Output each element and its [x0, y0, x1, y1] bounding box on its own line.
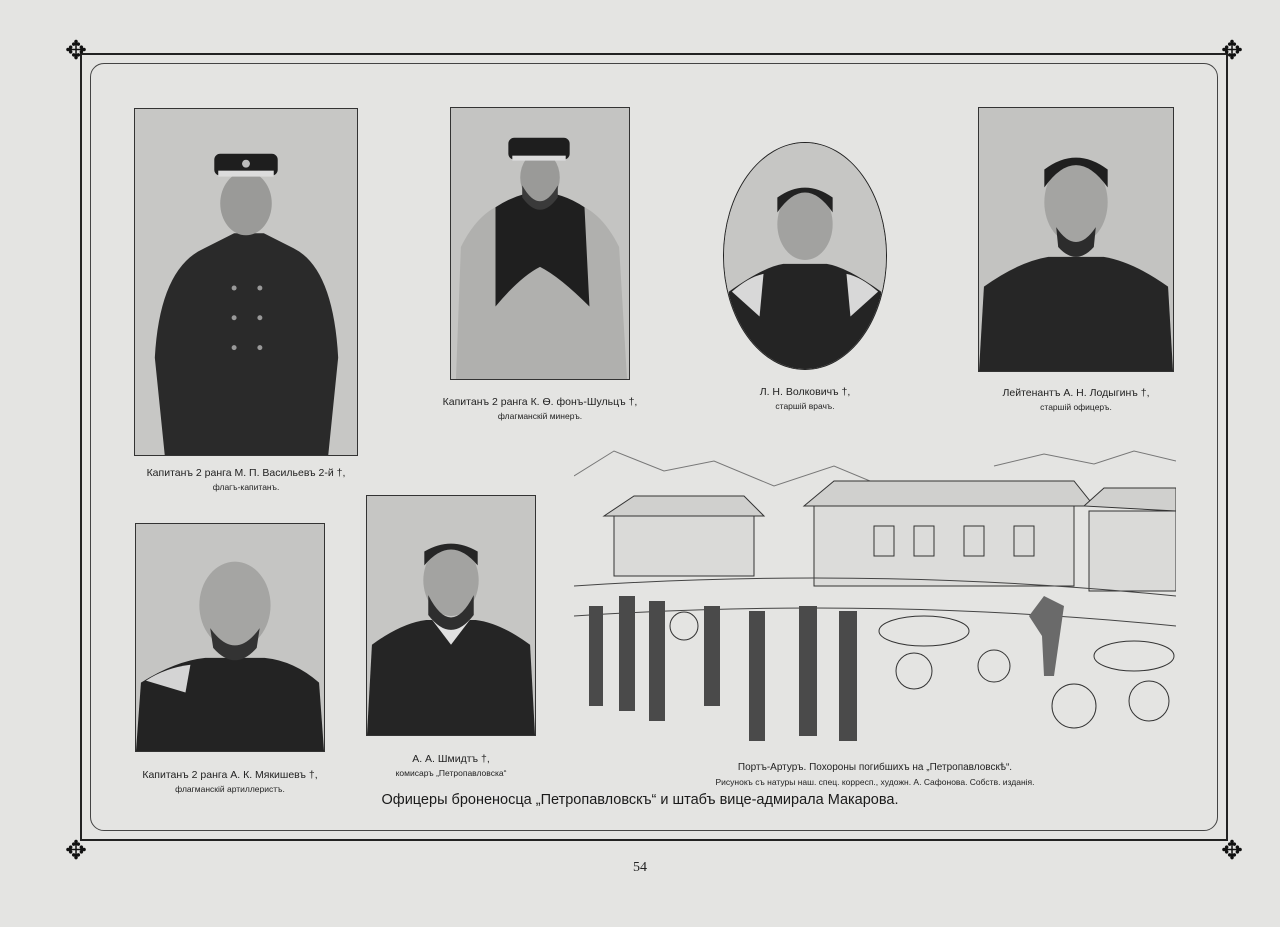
caption-shults-role: флагманскій минеръ. [497, 411, 583, 421]
caption-shmidt [341, 752, 561, 780]
caption-myakishev-role: флагманскій артиллеристъ. [175, 784, 285, 794]
caption-lodygin [966, 386, 1186, 414]
caption-vasiliev-role: флагъ-капитанъ. [212, 482, 280, 492]
caption-funeral-credit: Рисунокъ съ натуры наш. спец. корресп., художн. А. Сафонова. Собств. изданія. [715, 777, 1035, 787]
portrait-volkovich [723, 142, 887, 370]
corner-ornament-icon: ✥ [1221, 36, 1243, 65]
portrait-lodygin [978, 107, 1174, 372]
funeral-illustration [574, 446, 1176, 760]
caption-lodygin-role: старшій офицеръ. [1040, 402, 1112, 412]
caption-shmidt-name: А. А. Шмидтъ †, [412, 753, 490, 765]
caption-shults-name: Капитанъ 2 ранга К. Ѳ. фонъ-Шульцъ †, [442, 396, 638, 408]
corner-ornament-icon: ✥ [1221, 836, 1243, 865]
caption-funeral-title: Портъ-Артуръ. Похороны погибшихъ на „Петропавловскѣ“. [737, 762, 1013, 773]
corner-ornament-icon: ✥ [65, 36, 87, 65]
caption-funeral [650, 761, 1100, 789]
caption-shmidt-role: комисаръ „Петропавловска“ [395, 768, 507, 778]
portrait-shults [450, 107, 630, 380]
corner-ornament-icon: ✥ [65, 836, 87, 865]
caption-myakishev-name: Капитанъ 2 ранга А. К. Мякишевъ †, [142, 769, 318, 781]
caption-volkovich-role: старшій врачъ. [775, 401, 835, 411]
caption-volkovich-name: Л. Н. Волковичъ †, [759, 386, 851, 398]
caption-lodygin-name: Лейтенантъ А. Н. Лодыгинъ †, [1002, 387, 1150, 399]
caption-volkovich [700, 385, 910, 413]
caption-vasiliev [134, 466, 358, 494]
page-title: Офицеры броненосца „Петропавловскъ“ и штабъ вице-адмирала Макарова. [381, 792, 899, 808]
portrait-myakishev [135, 523, 325, 752]
caption-shults [430, 395, 650, 423]
caption-vasiliev-name: Капитанъ 2 ранга М. П. Васильевъ 2-й †, [146, 467, 346, 479]
page-number: 54 [633, 860, 647, 875]
portrait-vasiliev [134, 108, 358, 456]
portrait-shmidt [366, 495, 536, 736]
